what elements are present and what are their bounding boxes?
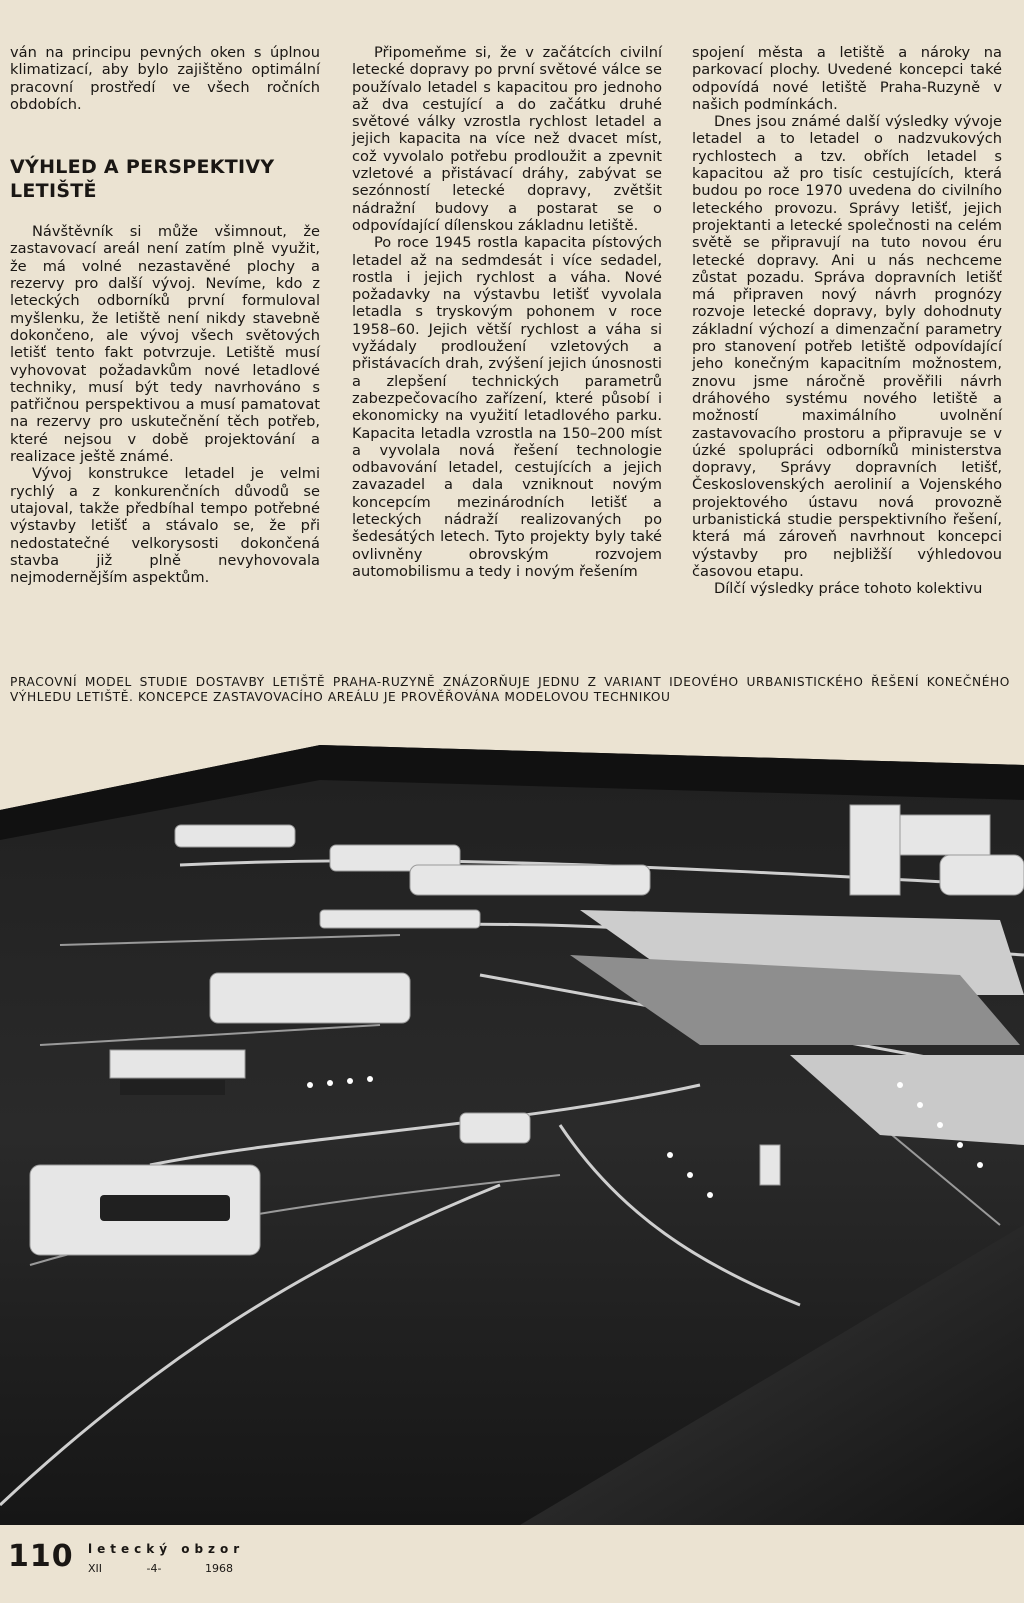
paragraph: Vývoj konstrukce letadel je velmi rychlý a z konkurenčních důvodů se utajoval, takže předbíhal tempo potřebné výstavby letišť a stávalo se, že při nedostatečné velkorysosti dokončená stavba již plně nevyhovovala nejmodernějším aspektům. [10, 465, 320, 587]
text-column-3 [692, 44, 1002, 598]
paragraph: spojení města a letiště a nároky na parkovací plochy. Uvedené koncepci také odpovídá nové letiště Praha-Ruzyně v našich podmínkách. [692, 44, 1002, 113]
text-column-2 [352, 44, 662, 580]
airport-model-photo [0, 745, 1024, 1525]
paragraph: ván na principu pevných oken s úplnou klimatizací, aby bylo zajištěno optimální pracovní prostředí ve všech ročních obdobích. [10, 44, 320, 113]
paragraph: Dílčí výsledky práce tohoto kolektivu [714, 580, 983, 598]
paragraph: Dnes jsou známé další výsledky vývoje letadel a to letadel o nadzvukových rychlostech a tzv. obřích letadel s kapacitou až pro tisíc cestujících, která budou po roce 1970 uvedena do civilního leteckého provozu. Správy letišť, jejich projektanti a letecké společnosti na celém světě se připravují na tuto novou éru letecké dopravy. Ani u nás nechceme zůstat pozadu. Správa dopravních letišť má připraven nový návrh prognózy rozvoje letecké dopravy, byly dohodnuty základní výchozí a dimenzační parametry pro stanovení potřeb letiště odpovídající jeho konečným kapacitním možnostem, znovu jsme náročně prověřili návrh dráhového systému nového letiště a možností maximálního uvolnění zastavovacího prostoru a připravuje se v úzké spolupráci odborníků ministerstva dopravy, Správy dopravních letišť, Československých aerolinií a Vojenského projektového ústavu nová provozně urbanistická studie perspektivního řešení, která má zároveň navrhnout koncepci výstavby pro nejbližší výhledovou časovou etapu. [692, 113, 1002, 580]
paragraph: Připomeňme si, že v začátcích civilní letecké dopravy po první světové válce se používalo letadel s kapacitou pro jednoho až dva cestující a do začátku druhé světové války vzrostla rychlost letadel a jejich kapacita na více než dvacet míst, což vyvolalo potřebu prodloužit a zpevnit vzletové a přistávací dráhy, zabývat se sezónností letecké dopravy, zvětšit nádražní budovy a postarat se o odpovídající dílenskou základnu letiště. [352, 44, 662, 234]
paragraph: Po roce 1945 rostla kapacita pístových letadel až na sedmdesát i více sedadel, rostla i jejich rychlost a váha. Nové požadavky na výstavbu letišť vyvolala letadla s tryskovým pohonem v roce 1958–60. Jejich větší rychlost a váha si vyžádaly prodloužení vzletových a přistávacích drah, zvýšení jejich únosnosti a zlepšení technických parametrů zabezpečovacího zařízení, které působí i ekonomicky na využití letadlového parku. Kapacita letadla vzrostla na 150–200 míst a vyvolala nová řešení technologie odbavování letadel, cestujících a jejich zavazadel a dala vzniknout novým koncepcím mezinárodních letišť a leteckých nádraží realizovaných po šedesátých letech. Tyto projekty byly také ovlivněny obrovským rozvojem automobilismu a tedy i novým řešením [352, 234, 662, 580]
page-number: 110 [8, 1539, 74, 1574]
issue-year: 1968 [205, 1562, 233, 1575]
issue-info [88, 1562, 233, 1575]
magazine-title: letecký obzor [88, 1542, 245, 1556]
section-heading: VÝHLED A PERSPEKTIVY LETIŠTĚ [10, 156, 275, 203]
issue-volume: XII [88, 1562, 103, 1575]
issue-number: -4- [146, 1562, 162, 1575]
paragraph: Návštěvník si může všimnout, že zastavovací areál není zatím plně využit, že má volné nezastavěné plochy a rezervy pro další vývoj. Nevíme, kdo z leteckých odborníků první formuloval myšlenku, že letiště není nikdy stavebně dokončeno, ale vývoj všech světových letišť tento fakt potvrzuje. Letiště musí vyhovovat požadavkům nové letadlové techniky, musí být tedy navrhováno s patřičnou perspektivou a musí pamatovat na rezervy pro uskutečnění těch potřeb, které nejsou v době projektování a realizace ještě známé. [10, 223, 320, 466]
text-column-1 [10, 44, 320, 586]
photo-caption: PRACOVNÍ MODEL STUDIE DOSTAVBY LETIŠTĚ PRAHA-RUZYNĚ ZNÁZORŇUJE JEDNU Z VARIANT IDEOVÉHO URBANISTICKÉHO ŘEŠENÍ KONEČNÉHO VÝHLEDU LETIŠTĚ. KONCEPCE ZASTAVOVACÍHO AREÁLU JE PROVĚŘOVÁNA MODELOVOU TECHNIKOU [10, 675, 1010, 704]
